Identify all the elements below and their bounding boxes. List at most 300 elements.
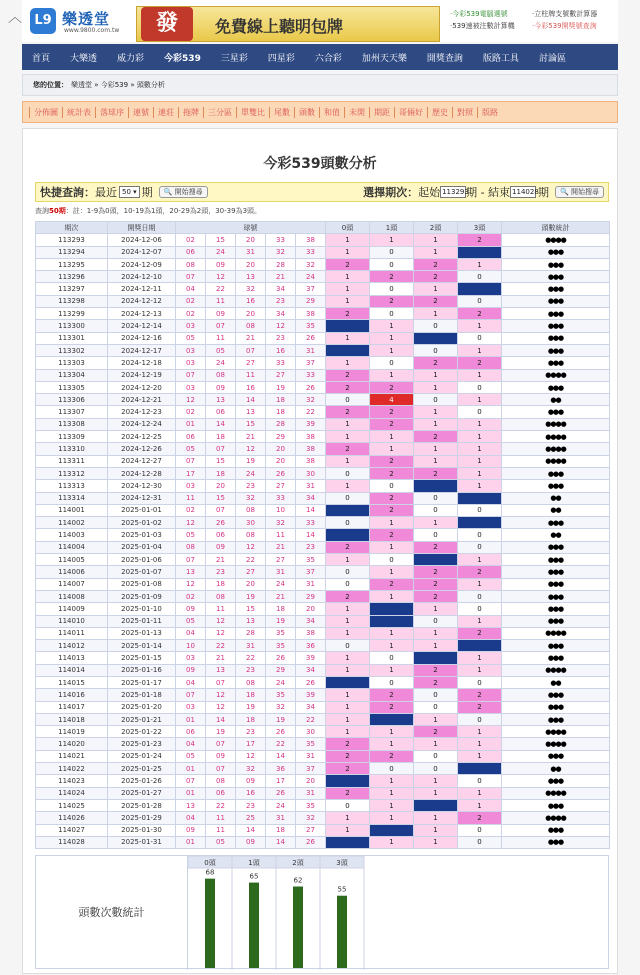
table-row [36, 504, 610, 516]
head-count-cell: 2 [414, 431, 458, 443]
ball-cell: 05 [206, 344, 236, 356]
period-cell: 113295 [36, 258, 108, 270]
ball-cell: 13 [176, 799, 206, 811]
head-count-cell: 2 [458, 566, 502, 578]
subnav-item[interactable]: 拖牌 [178, 107, 203, 118]
chart-category-label: 2頭 [292, 859, 304, 867]
nav-item[interactable]: 開獎查詢 [426, 53, 463, 64]
period-cell: 114020 [36, 738, 108, 750]
head-count-cell: 2 [326, 258, 370, 270]
head-stat-cell: ●●●● [502, 431, 610, 443]
ball-cell: 14 [266, 836, 296, 848]
quick-query-label: 快捷查詢： [40, 186, 95, 199]
head-count-cell: 3 [414, 652, 458, 664]
ball-cell: 17 [176, 467, 206, 479]
ball-cell: 26 [296, 836, 326, 848]
head-stat-cell: ●●● [502, 517, 610, 529]
period-cell: 114015 [36, 676, 108, 688]
nav-item[interactable]: 三星彩 [220, 53, 248, 64]
logo-icon[interactable]: L9 [30, 8, 56, 34]
head-count-cell: 0 [414, 394, 458, 406]
head-count-cell: 1 [370, 443, 414, 455]
head-count-cell: 1 [414, 713, 458, 725]
ball-cell: 06 [206, 406, 236, 418]
ball-cell: 03 [176, 701, 206, 713]
date-cell: 2025-01-10 [108, 603, 176, 615]
head-stat-cell: ●●●● [502, 369, 610, 381]
ball-cell: 09 [176, 824, 206, 836]
period-cell: 114006 [36, 566, 108, 578]
col-date: 開獎日期 [108, 222, 176, 234]
ball-cell: 05 [176, 529, 206, 541]
head-count-chart [188, 856, 608, 970]
table-row [36, 652, 610, 664]
head-count-cell: 1 [326, 357, 370, 369]
period-cell: 114004 [36, 541, 108, 553]
table-body [36, 234, 610, 849]
head-count-cell: 2 [370, 504, 414, 516]
ball-cell: 08 [206, 775, 236, 787]
head-count-cell: 3 [414, 554, 458, 566]
head-stat-cell: ●●● [502, 344, 610, 356]
period-cell: 114027 [36, 824, 108, 836]
subnav-item[interactable]: 尾數 [269, 107, 294, 118]
nav-item[interactable]: 首頁 [32, 53, 51, 64]
ball-cell: 38 [296, 308, 326, 320]
head-stat-cell: ●●● [502, 246, 610, 258]
ball-cell: 23 [296, 541, 326, 553]
head-count-cell: 2 [458, 812, 502, 824]
ball-cell: 11 [266, 529, 296, 541]
ball-cell: 35 [296, 320, 326, 332]
head-stat-cell: ●●● [502, 603, 610, 615]
ball-cell: 33 [296, 369, 326, 381]
head-count-cell: 3 [414, 332, 458, 344]
ball-cell: 08 [236, 320, 266, 332]
nav-item[interactable]: 版路工具 [482, 53, 519, 64]
head-count-cell: 2 [370, 529, 414, 541]
ball-cell: 01 [176, 418, 206, 430]
range-start-prefix: 起始 [418, 186, 441, 199]
ball-cell: 19 [236, 455, 266, 467]
ball-cell: 35 [296, 738, 326, 750]
subnav-item[interactable]: 單雙比 [236, 107, 269, 118]
nav-item[interactable]: 四星彩 [267, 53, 295, 64]
ball-cell: 05 [176, 615, 206, 627]
end-period-input[interactable]: 114028 [512, 188, 539, 196]
head-count-cell: 1 [414, 406, 458, 418]
subnav-item[interactable]: 版路 [477, 107, 502, 118]
ball-cell: 35 [266, 689, 296, 701]
head-stat-cell: ●●● [502, 615, 610, 627]
ball-cell: 09 [206, 258, 236, 270]
head-count-cell: 3 [414, 799, 458, 811]
head-count-cell: 1 [414, 836, 458, 848]
head-count-cell: 0 [414, 615, 458, 627]
site-name[interactable]: 樂透堂 [62, 10, 111, 28]
head-stat-cell: ●●● [502, 566, 610, 578]
chart-bar [337, 896, 347, 968]
ball-cell: 03 [176, 344, 206, 356]
table-row [36, 332, 610, 344]
head-stat-cell: ●●● [502, 775, 610, 787]
period-cell: 113312 [36, 467, 108, 479]
head-count-cell: 0 [458, 406, 502, 418]
head-count-cell: 1 [370, 775, 414, 787]
ball-cell: 26 [296, 332, 326, 344]
head-stat-cell: ●●● [502, 836, 610, 848]
head-count-cell: 0 [414, 504, 458, 516]
ball-cell: 11 [236, 369, 266, 381]
period-cell: 114002 [36, 517, 108, 529]
table-row [36, 406, 610, 418]
stats-label: 頭數次數統計 [36, 856, 188, 970]
head-count-cell: 1 [414, 812, 458, 824]
nav-item[interactable]: 大樂透 [70, 53, 98, 64]
head-count-cell: 1 [458, 418, 502, 430]
ball-cell: 09 [176, 603, 206, 615]
nav-item[interactable]: 今彩539 [164, 53, 201, 64]
head-count-cell: 0 [458, 603, 502, 615]
period-cell: 113297 [36, 283, 108, 295]
head-stat-cell: ●●● [502, 308, 610, 320]
date-cell: 2025-01-02 [108, 517, 176, 529]
table-row [36, 578, 610, 590]
ball-cell: 09 [206, 750, 236, 762]
date-cell: 2025-01-18 [108, 689, 176, 701]
ball-cell: 05 [176, 443, 206, 455]
head-count-cell: 1 [458, 726, 502, 738]
date-cell: 2025-01-06 [108, 554, 176, 566]
subnav-item[interactable]: 歷史 [427, 107, 452, 118]
period-cell: 114003 [36, 529, 108, 541]
date-cell: 2025-01-21 [108, 713, 176, 725]
head-count-cell: 1 [370, 738, 414, 750]
ball-cell: 31 [236, 246, 266, 258]
head-count-cell: 3 [370, 603, 414, 615]
table-row [36, 271, 610, 283]
subnav-item[interactable]: 頭數 [294, 107, 319, 118]
nav-item[interactable]: 六合彩 [314, 53, 342, 64]
ball-cell: 19 [266, 615, 296, 627]
subnav-item[interactable]: 連號 [128, 107, 153, 118]
period-cell: 114010 [36, 615, 108, 627]
ball-cell: 34 [266, 308, 296, 320]
subnav-item[interactable]: 哥倆好 [394, 107, 427, 118]
subnav-item[interactable]: 對照 [452, 107, 477, 118]
ball-cell: 16 [236, 787, 266, 799]
date-cell: 2024-12-07 [108, 246, 176, 258]
table-row [36, 234, 610, 246]
table-row [36, 627, 610, 639]
chart-bar [249, 883, 259, 968]
ball-cell: 08 [236, 504, 266, 516]
head-count-cell: 2 [414, 467, 458, 479]
banner-mark: 發 [141, 7, 193, 41]
head-count-cell: 0 [458, 590, 502, 602]
head-count-cell: 1 [326, 664, 370, 676]
head-stat-cell: ●●● [502, 541, 610, 553]
head-stat-cell: ●●● [502, 480, 610, 492]
ball-cell: 13 [236, 615, 266, 627]
head-count-cell: 1 [414, 308, 458, 320]
date-cell: 2024-12-21 [108, 394, 176, 406]
period-cell: 113305 [36, 381, 108, 393]
ball-cell: 15 [206, 455, 236, 467]
head-count-cell: 3 [370, 824, 414, 836]
head-count-cell: 1 [458, 480, 502, 492]
ball-cell: 12 [206, 615, 236, 627]
ball-cell: 31 [296, 750, 326, 762]
subnav-item[interactable]: 和值 [319, 107, 344, 118]
head-count-cell: 1 [326, 812, 370, 824]
ball-cell: 01 [176, 713, 206, 725]
head-stat-cell: ●●● [502, 467, 610, 479]
ball-cell: 13 [236, 406, 266, 418]
period-cell: 114023 [36, 775, 108, 787]
banner-text: 免費線上聽明包牌 [215, 17, 344, 36]
main-nav [22, 44, 618, 70]
head-stat-cell: ●●● [502, 258, 610, 270]
ball-cell: 38 [296, 627, 326, 639]
subnav-item[interactable]: 連莊 [153, 107, 178, 118]
breadcrumb-path[interactable]: 樂透堂 » 今彩539 » 頭數分析 [71, 81, 165, 89]
period-cell: 114022 [36, 763, 108, 775]
ball-cell: 06 [206, 787, 236, 799]
head-stat-cell: ●●● [502, 824, 610, 836]
head-count-cell: 1 [414, 775, 458, 787]
table-row [36, 369, 610, 381]
head-count-cell: 0 [458, 529, 502, 541]
ball-cell: 12 [176, 517, 206, 529]
ball-cell: 12 [266, 320, 296, 332]
date-cell: 2025-01-01 [108, 504, 176, 516]
ball-cell: 26 [266, 652, 296, 664]
subnav-item[interactable]: 未開 [344, 107, 369, 118]
table-row [36, 713, 610, 725]
ball-cell: 18 [266, 603, 296, 615]
date-cell: 2024-12-18 [108, 357, 176, 369]
ball-cell: 39 [296, 418, 326, 430]
note-rest: ：註：1-9為0頭，10-19為1頭，20-29為2頭，30-39為3頭。 [65, 207, 262, 215]
head-count-cell: 1 [326, 480, 370, 492]
ball-cell: 19 [206, 726, 236, 738]
ball-cell: 31 [236, 640, 266, 652]
head-stat-cell: ●●●● [502, 726, 610, 738]
ball-cell: 05 [176, 750, 206, 762]
date-cell: 2025-01-04 [108, 541, 176, 553]
table-row [36, 824, 610, 836]
ball-cell: 09 [206, 381, 236, 393]
head-count-cell: 0 [370, 258, 414, 270]
subnav-item[interactable]: 期距 [369, 107, 394, 118]
ball-cell: 38 [296, 431, 326, 443]
range-search-button[interactable] [555, 186, 604, 198]
head-count-cell: 1 [326, 726, 370, 738]
table-header [36, 222, 610, 234]
ball-cell: 33 [296, 246, 326, 258]
ball-cell: 20 [236, 578, 266, 590]
ball-cell: 37 [296, 566, 326, 578]
ball-cell: 31 [266, 812, 296, 824]
ball-cell: 35 [266, 627, 296, 639]
head-stat-cell: ●●● [502, 357, 610, 369]
start-period-input[interactable]: 113293 [442, 188, 469, 196]
ball-cell: 13 [176, 566, 206, 578]
ball-cell: 36 [296, 640, 326, 652]
head-stat-cell: ●●● [502, 750, 610, 762]
head-count-cell: 0 [458, 295, 502, 307]
subnav-item[interactable]: 統計表 [62, 107, 95, 118]
quick-search-button[interactable] [159, 186, 208, 198]
subnav-item[interactable]: 分佈圖 [29, 107, 62, 118]
head-count-cell: 1 [414, 517, 458, 529]
ball-cell: 08 [236, 529, 266, 541]
period-cell: 113307 [36, 406, 108, 418]
header-link[interactable]: ·539速被注數計算機 [450, 22, 515, 30]
table-row [36, 529, 610, 541]
ball-cell: 11 [206, 603, 236, 615]
ball-cell: 11 [176, 492, 206, 504]
head-count-cell: 1 [370, 320, 414, 332]
ball-cell: 20 [236, 258, 266, 270]
ball-cell: 07 [206, 763, 236, 775]
ball-cell: 34 [296, 701, 326, 713]
ball-cell: 07 [176, 775, 206, 787]
date-cell: 2025-01-25 [108, 763, 176, 775]
head-stat-cell: ●●● [502, 689, 610, 701]
note-prefix: 查詢 [35, 207, 49, 215]
head-count-cell: 2 [414, 295, 458, 307]
date-cell: 2024-12-26 [108, 443, 176, 455]
table-row [36, 750, 610, 762]
head-stat-cell: ●●● [502, 701, 610, 713]
ball-cell: 03 [176, 480, 206, 492]
period-cell: 113301 [36, 332, 108, 344]
ball-cell: 21 [266, 590, 296, 602]
ball-cell: 01 [176, 836, 206, 848]
ball-cell: 11 [206, 812, 236, 824]
col-head-2: 2頭 [414, 222, 458, 234]
head-count-cell: 0 [414, 750, 458, 762]
head-stat-cell: ●●●● [502, 812, 610, 824]
date-cell: 2025-01-23 [108, 738, 176, 750]
head-count-cell: 2 [458, 689, 502, 701]
ball-cell: 14 [206, 418, 236, 430]
table-row [36, 554, 610, 566]
ball-cell: 38 [296, 234, 326, 246]
head-stat-cell: ●●●● [502, 738, 610, 750]
subnav-item[interactable]: 落球序 [95, 107, 128, 118]
period-cell: 114007 [36, 578, 108, 590]
promo-banner[interactable] [136, 6, 440, 42]
ball-cell: 24 [236, 467, 266, 479]
ball-cell: 11 [206, 332, 236, 344]
head-count-cell: 3 [458, 517, 502, 529]
head-count-cell: 1 [370, 566, 414, 578]
ball-cell: 27 [236, 357, 266, 369]
head-count-cell: 1 [326, 246, 370, 258]
ball-cell: 08 [236, 676, 266, 688]
ball-cell: 02 [176, 234, 206, 246]
head-count-cell: 2 [326, 750, 370, 762]
head-count-cell: 1 [458, 615, 502, 627]
date-cell: 2025-01-22 [108, 726, 176, 738]
head-count-cell: 0 [326, 566, 370, 578]
subnav-item[interactable]: 三分區 [203, 107, 236, 118]
head-count-cell: 1 [458, 369, 502, 381]
chart-value-label: 65 [249, 872, 259, 881]
stats-row [35, 855, 609, 969]
period-cell: 113303 [36, 357, 108, 369]
chart-value-label: 68 [205, 868, 215, 877]
head-count-cell: 2 [370, 381, 414, 393]
period-cell: 113293 [36, 234, 108, 246]
header-link[interactable]: ·立柱牌支號數計算器 [532, 10, 598, 18]
nav-item[interactable]: 加州天天樂 [361, 53, 407, 64]
ball-cell: 27 [266, 369, 296, 381]
site-url: www.9800.com.tw [64, 27, 120, 34]
table-row [36, 664, 610, 676]
date-cell: 2025-01-09 [108, 590, 176, 602]
period-cell: 114014 [36, 664, 108, 676]
ball-cell: 06 [176, 726, 206, 738]
period-cell: 114028 [36, 836, 108, 848]
scroll-up-icon[interactable]: ︿ [8, 10, 22, 26]
head-count-cell: 0 [414, 763, 458, 775]
header-link[interactable]: ·今彩539開獎號查詢 [532, 22, 597, 30]
nav-item[interactable]: 威力彩 [117, 53, 145, 64]
ball-cell: 24 [266, 799, 296, 811]
col-period: 期次 [36, 222, 108, 234]
table-row [36, 738, 610, 750]
head-count-cell: 2 [326, 381, 370, 393]
page-title: 今彩539頭數分析 [263, 156, 377, 172]
head-count-cell: 2 [458, 234, 502, 246]
ball-cell: 37 [296, 763, 326, 775]
ball-cell: 32 [266, 701, 296, 713]
head-count-cell: 3 [326, 836, 370, 848]
head-count-cell: 1 [370, 332, 414, 344]
period-select[interactable]: 50 ▾ [119, 186, 140, 198]
ball-cell: 39 [296, 652, 326, 664]
head-count-cell: 1 [326, 234, 370, 246]
ball-cell: 18 [266, 394, 296, 406]
head-count-cell: 1 [326, 295, 370, 307]
head-stat-cell: ●●● [502, 406, 610, 418]
head-count-cell: 1 [458, 443, 502, 455]
nav-item[interactable]: 討論區 [538, 53, 566, 64]
ball-cell: 33 [296, 517, 326, 529]
head-count-cell: 0 [370, 357, 414, 369]
date-cell: 2024-12-14 [108, 320, 176, 332]
query-bar [35, 182, 609, 202]
ball-cell: 12 [236, 541, 266, 553]
ball-cell: 34 [296, 664, 326, 676]
ball-cell: 09 [176, 664, 206, 676]
head-stat-cell: ●●●● [502, 664, 610, 676]
table-row [36, 467, 610, 479]
head-count-cell: 0 [326, 517, 370, 529]
ball-cell: 24 [206, 357, 236, 369]
head-count-cell: 0 [414, 492, 458, 504]
ball-cell: 28 [266, 258, 296, 270]
ball-cell: 03 [176, 652, 206, 664]
breadcrumb-label: 您的位置： [33, 81, 68, 89]
header-link[interactable]: ·今彩539電腦選號 [450, 10, 508, 18]
head-count-cell: 1 [370, 664, 414, 676]
head-count-cell: 2 [326, 308, 370, 320]
